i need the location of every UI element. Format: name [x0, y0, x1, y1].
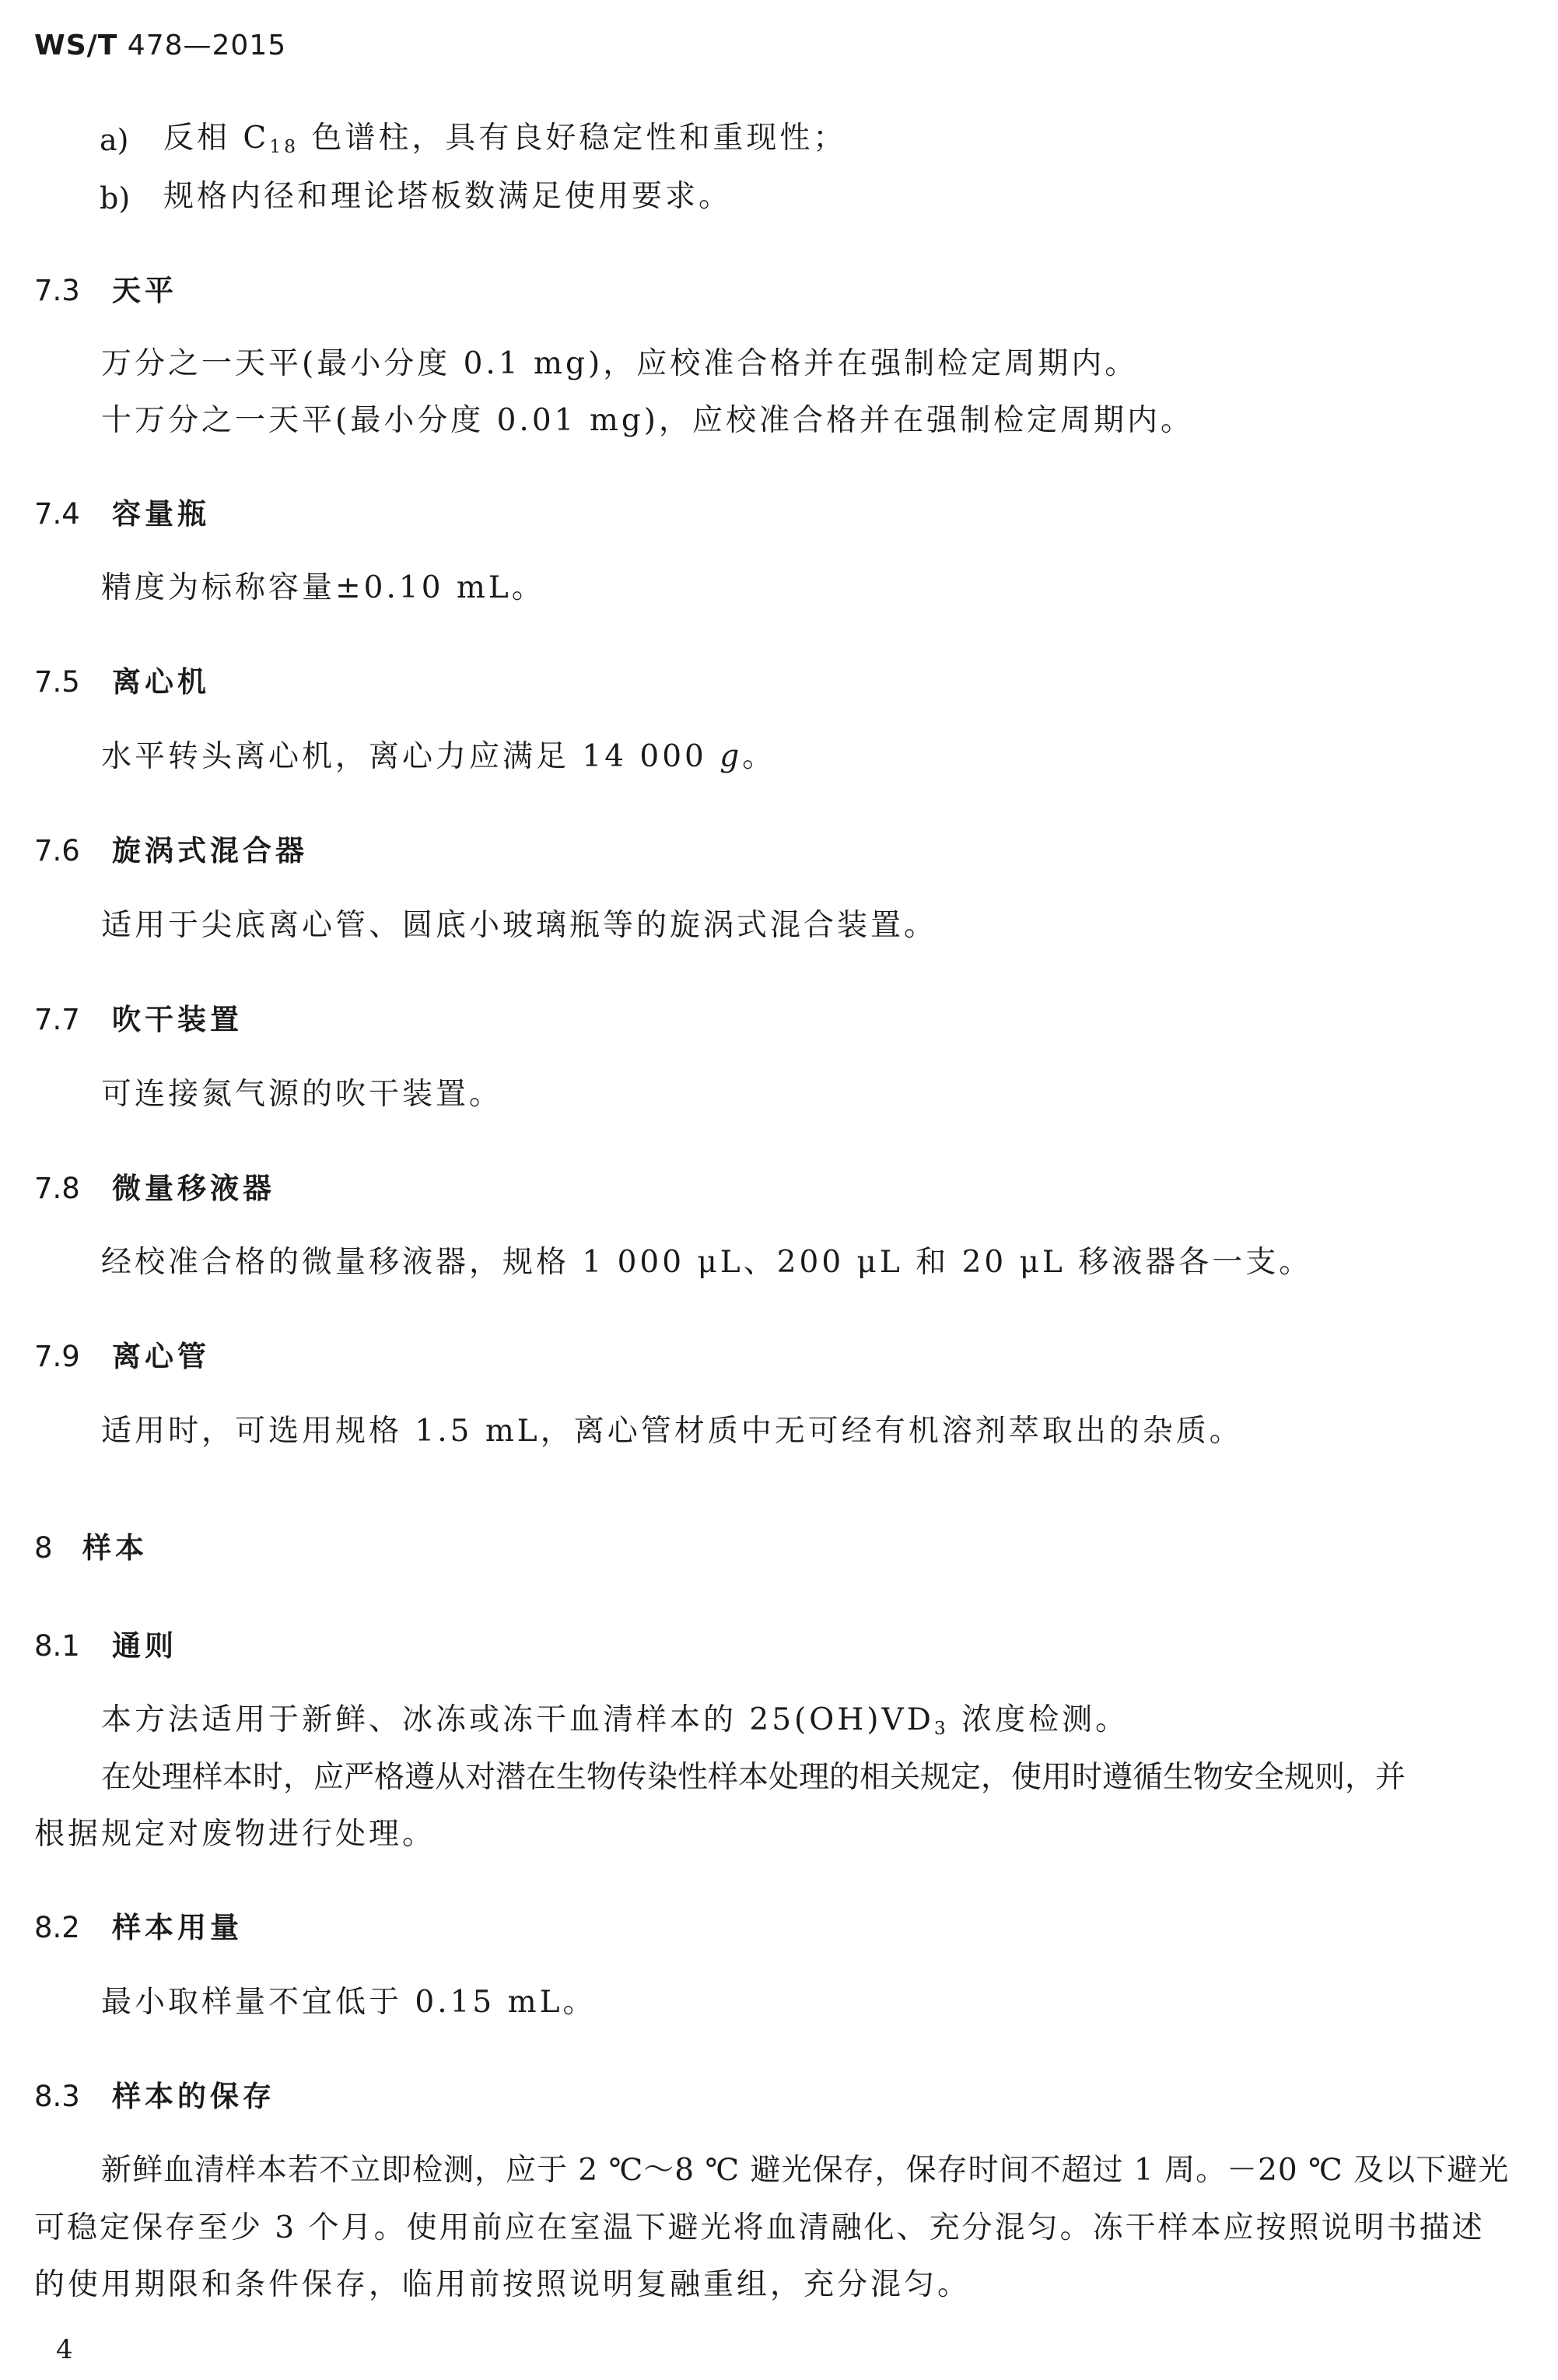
list-label: a) — [100, 123, 129, 157]
paragraph: 适用时，可选用规格 1.5 mL，离心管材质中无可经有机溶剂萃取出的杂质。 — [101, 1414, 1243, 1449]
section-heading: 7.8 微量移液器 — [34, 1172, 275, 1205]
section-heading: 7.7 吹干装置 — [34, 1003, 243, 1036]
section-heading: 8.2 样本用量 — [34, 1911, 243, 1944]
chapter-heading: 8 样本 — [34, 1531, 148, 1565]
paragraph: 可连接氮气源的吹干装置。 — [101, 1077, 503, 1112]
paragraph-line: 新鲜血清样本若不立即检测，应于 2 ℃～8 ℃ 避光保存，保存时间不超过 1 周。－20 ℃ 及以下避光 — [101, 2153, 1510, 2188]
standard-code: WS/T — [34, 30, 118, 61]
section-heading: 8.1 通则 — [34, 1629, 177, 1663]
section-heading: 7.5 离心机 — [34, 665, 210, 699]
section-heading: 8.3 样本的保存 — [34, 2080, 275, 2113]
paragraph-line: 根据规定对废物进行处理。 — [34, 1817, 436, 1852]
section-heading: 7.4 容量瓶 — [34, 497, 210, 531]
list-text: 规格内径和理论塔板数满足使用要求。 — [163, 179, 733, 214]
document-header — [34, 30, 286, 61]
paragraph: 万分之一天平(最小分度 0.1 mg)，应校准合格并在强制检定周期内。 — [101, 346, 1139, 381]
paragraph-line: 可稳定保存至少 3 个月。使用前应在室温下避光将血清融化、充分混匀。冻干样本应按照说明书描述 — [34, 2210, 1485, 2245]
paragraph: 十万分之一天平(最小分度 0.01 mg)，应校准合格并在强制检定周期内。 — [101, 403, 1195, 438]
page-number: 4 — [56, 2334, 73, 2365]
section-heading: 7.3 天平 — [34, 274, 177, 307]
paragraph: 适用于尖底离心管、圆底小玻璃瓶等的旋涡式混合装置。 — [101, 908, 938, 943]
paragraph: 最小取样量不宜低于 0.15 mL。 — [101, 1985, 597, 2020]
paragraph: 本方法适用于新鲜、冰冻或冻干血清样本的 $25(OH)VD_3$ 浓度检测。 — [101, 1702, 1129, 1739]
standard-number: 478—2015 — [127, 30, 287, 61]
list-label: b) — [100, 181, 131, 216]
paragraph-line: 在处理样本时，应严格遵从对潜在生物传染性样本处理的相关规定，使用时遵循生物安全规则，并 — [101, 1760, 1406, 1795]
paragraph: 经校准合格的微量移液器，规格 1 000 μL、200 μL 和 20 μL 移液器各一支。 — [101, 1245, 1313, 1280]
section-heading: 7.6 旋涡式混合器 — [34, 834, 308, 868]
paragraph: 精度为标称容量±0.10 mL。 — [101, 570, 545, 605]
section-heading: 7.9 离心管 — [34, 1340, 210, 1373]
paragraph: 水平转头离心机，离心力应满足 14 000 g。 — [101, 739, 776, 774]
list-text: 反相 $C_{18}$ 色谱柱，具有良好稳定性和重现性； — [163, 121, 847, 157]
paragraph-line: 的使用期限和条件保存，临用前按照说明复融重组，充分混匀。 — [34, 2267, 972, 2302]
